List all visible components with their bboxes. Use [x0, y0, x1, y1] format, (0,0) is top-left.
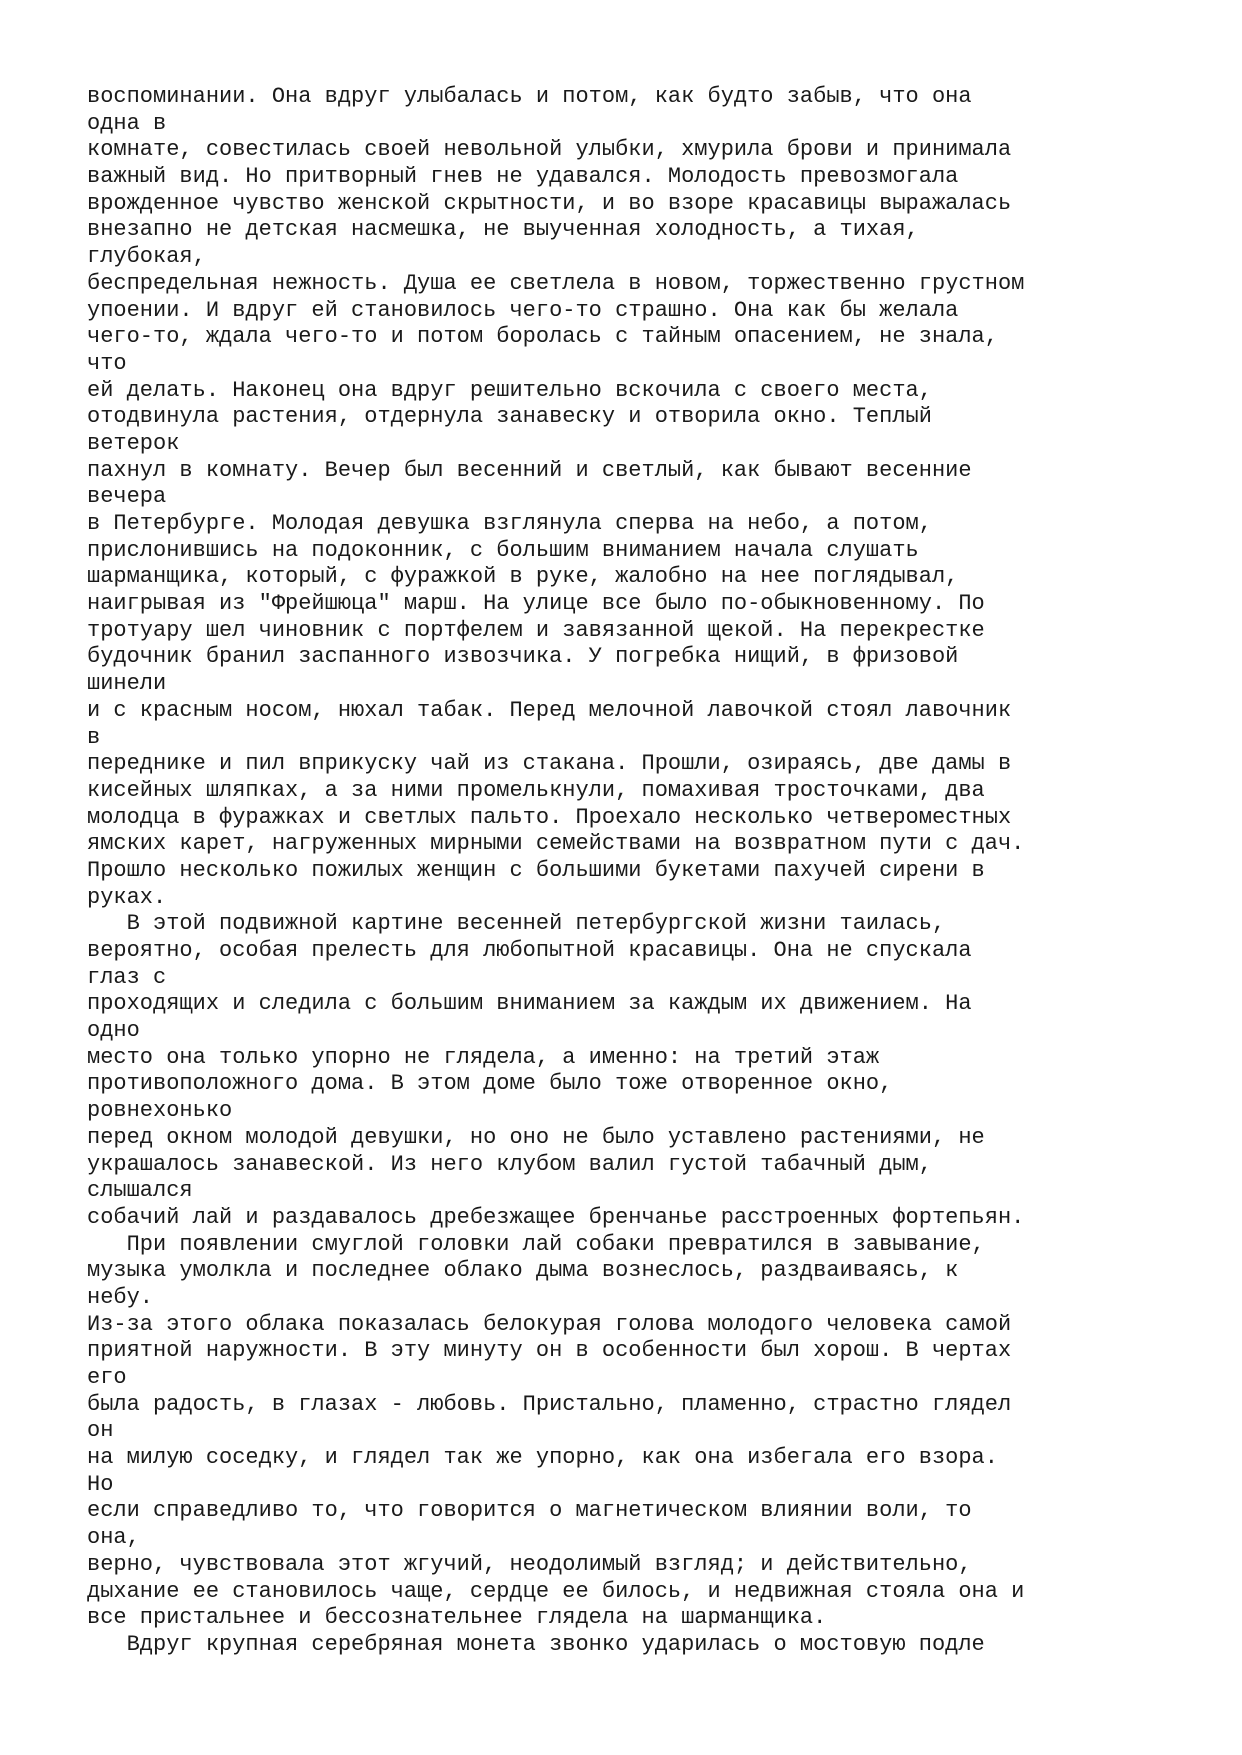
- text-line: противоположного дома. В этом доме было тоже отворенное окно,: [87, 1071, 893, 1097]
- text-line: место она только упорно не глядела, а именно: на третий этаж: [87, 1044, 880, 1070]
- text-line: руках.: [87, 884, 167, 910]
- text-line: одно: [87, 1018, 140, 1044]
- text-line: шинели: [87, 671, 167, 697]
- text-line: вечера: [87, 484, 167, 510]
- document-body-text: [87, 84, 1207, 1659]
- text-line: Вдруг крупная серебряная монета звонко ударилась о мостовую подле: [87, 1631, 985, 1657]
- text-line: глубокая,: [87, 244, 206, 270]
- text-line: украшалось занавеской. Из него клубом валил густой табачный дым,: [87, 1151, 932, 1177]
- text-line: чего-то, ждала чего-то и потом боролась с тайным опасением, не знала,: [87, 324, 998, 350]
- text-line: ямских карет, нагруженных мирными семействами на возвратном пути с дач.: [87, 831, 1025, 857]
- text-line: что: [87, 350, 127, 376]
- text-line: упоении. И вдруг ей становилось чего-то страшно. Она как бы желала: [87, 297, 959, 323]
- text-line: врожденное чувство женской скрытности, и во взоре красавицы выражалась: [87, 190, 1012, 216]
- text-line: Но: [87, 1471, 114, 1497]
- text-line: приятной наружности. В эту минуту он в особенности был хорош. В чертах: [87, 1338, 1012, 1364]
- text-line: на милую соседку, и глядел так же упорно, как она избегала его взора.: [87, 1445, 998, 1471]
- text-line: В этой подвижной картине весенней петербургской жизни таилась,: [87, 911, 946, 937]
- text-line: отодвинула растения, отдернула занавеску и отворила окно. Теплый: [87, 404, 932, 430]
- text-line: перед окном молодой девушки, но оно не было уставлено растениями, не: [87, 1124, 985, 1150]
- text-line: в: [87, 724, 101, 750]
- text-line: вероятно, особая прелесть для любопытной красавицы. Она не спускала: [87, 938, 972, 963]
- text-line: ей делать. Наконец она вдруг решительно вскочила с своего места,: [87, 377, 932, 403]
- text-line: молодца в фуражках и светлых пальто. Проехало несколько четвероместных: [87, 804, 1012, 830]
- text-line: воспоминании. Она вдруг улыбалась и потом, как будто забыв, что она: [87, 84, 972, 109]
- text-line: он: [87, 1418, 114, 1444]
- text-line: кисейных шляпках, а за ними промелькнули, помахивая тросточками, два: [87, 777, 985, 803]
- text-line: беспредельная нежность. Душа ее светлела в новом, торжественно грустном: [87, 270, 1025, 296]
- text-line: пахнул в комнату. Вечер был весенний и светлый, как бывают весенние: [87, 457, 972, 483]
- text-line: будочник бранил заспанного извозчика. У погребка нищий, в фризовой: [87, 644, 959, 670]
- text-line: переднике и пил вприкуску чай из стакана. Прошли, озираясь, две дамы в: [87, 751, 1012, 777]
- text-line: музыка умолкла и последнее облако дыма вознеслось, раздваиваясь, к: [87, 1258, 959, 1284]
- text-line: верно, чувствовала этот жгучий, неодолимый взгляд; и действительно,: [87, 1551, 972, 1577]
- text-line: комнате, совестилась своей невольной улыбки, хмурила брови и принимала: [87, 137, 1012, 163]
- text-line: Из-за этого облака показалась белокурая голова молодого человека самой: [87, 1311, 1012, 1337]
- text-line: При появлении смуглой головки лай собаки превратился в завывание,: [87, 1231, 985, 1257]
- text-line: в Петербурге. Молодая девушка взглянула сперва на небо, а потом,: [87, 511, 932, 536]
- text-line: Прошло несколько пожилых женщин с большими букетами пахучей сирени в: [87, 857, 985, 883]
- text-line: дыхание ее становилось чаще, сердце ее билось, и недвижная стояла она и: [87, 1578, 1025, 1604]
- text-line: проходящих и следила с большим вниманием за каждым их движением. На: [87, 991, 972, 1017]
- text-line: слышался: [87, 1178, 193, 1204]
- text-line: тротуару шел чиновник с портфелем и завязанной щекой. На перекрестке: [87, 617, 985, 643]
- text-line: ровнехонько: [87, 1098, 233, 1124]
- text-line: все пристальнее и бессознательнее глядела на шарманщика.: [87, 1605, 827, 1631]
- text-line: прислонившись на подоконник, с большим вниманием начала слушать: [87, 537, 919, 563]
- text-line: его: [87, 1365, 127, 1390]
- text-line: небу.: [87, 1284, 154, 1310]
- text-line: наигрывая из "Фрейшюца" марш. На улице все было по-обыкновенному. По: [87, 591, 985, 617]
- text-line: была радость, в глазах - любовь. Пристально, пламенно, страстно глядел: [87, 1391, 1012, 1417]
- text-line: важный вид. Но притворный гнев не удавался. Молодость превозмогала: [87, 164, 959, 190]
- text-line: ветерок: [87, 430, 180, 456]
- text-line: собачий лай и раздавалось дребезжащее бренчанье расстроенных фортепьян.: [87, 1204, 1025, 1230]
- text-line: внезапно не детская насмешка, не выученная холодность, а тихая,: [87, 217, 919, 243]
- text-line: если справедливо то, что говорится о магнетическом влиянии воли, то: [87, 1498, 972, 1524]
- text-line: она,: [87, 1525, 140, 1551]
- text-line: глаз с: [87, 964, 167, 990]
- text-line: одна в: [87, 110, 167, 136]
- text-line: и с красным носом, нюхал табак. Перед мелочной лавочкой стоял лавочник: [87, 697, 1012, 723]
- text-line: шарманщика, который, с фуражкой в руке, жалобно на нее поглядывал,: [87, 564, 959, 590]
